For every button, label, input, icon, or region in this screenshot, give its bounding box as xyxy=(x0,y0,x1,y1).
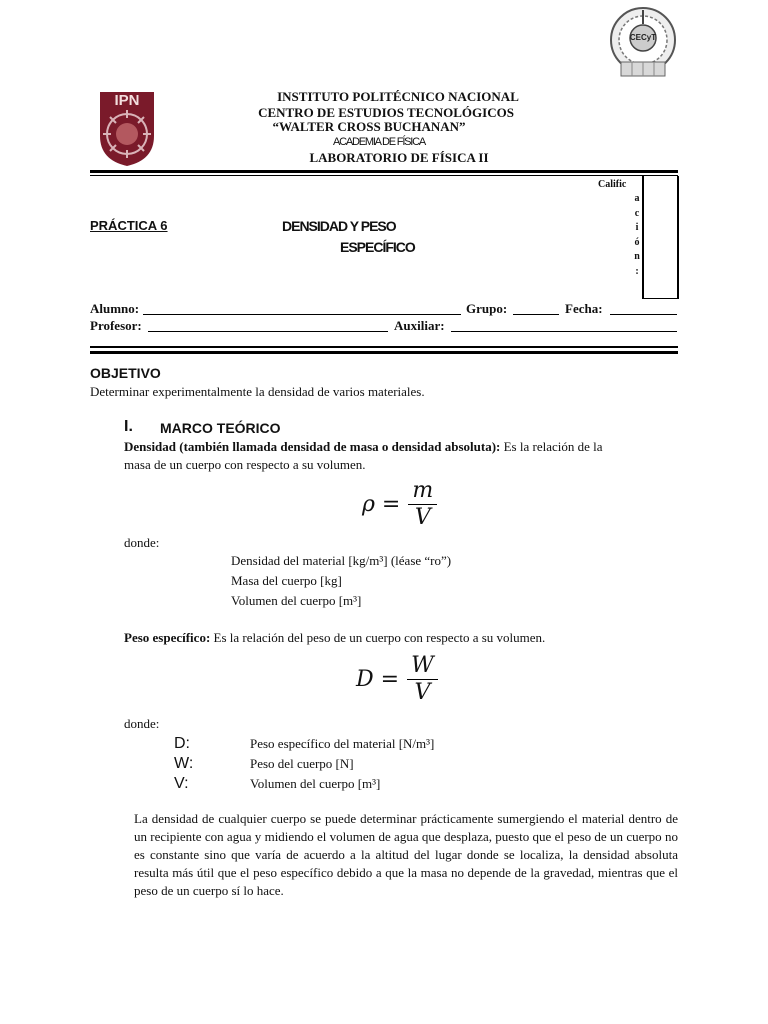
fecha-label: Fecha: xyxy=(565,301,603,316)
grade-box-bottom xyxy=(642,298,679,299)
densidad-term: Densidad (también llamada densidad de masa o densidad absoluta): xyxy=(124,439,501,454)
def-row-weight xyxy=(174,754,434,774)
top-rule xyxy=(90,170,678,173)
top-rule-thin xyxy=(90,175,678,176)
def-volume-2: Volumen del cuerpo [m³] xyxy=(250,776,381,791)
formula-density-fraction xyxy=(408,478,437,531)
formula-density-den: V xyxy=(414,505,431,530)
auxiliar-field[interactable] xyxy=(451,331,677,332)
practice-label: PRÁCTICA 6 xyxy=(90,218,168,233)
section-rule xyxy=(90,346,678,348)
sym-w: W: xyxy=(174,755,194,772)
auxiliar-label: Auxiliar: xyxy=(394,318,445,333)
def-row-specific-weight xyxy=(174,734,434,754)
profesor-field[interactable] xyxy=(148,331,388,332)
cecyt-logo-text: CECyT xyxy=(629,33,657,42)
practice-title-line1: DENSIDAD Y PESO xyxy=(282,218,396,234)
fecha-field[interactable] xyxy=(610,314,677,315)
def-volume: Volumen del cuerpo [m³] xyxy=(231,593,362,608)
objetivo-text: Determinar experimentalmente la densidad de varios materiales. xyxy=(90,384,425,399)
weight-definitions xyxy=(174,734,434,794)
cecyt-logo xyxy=(607,4,679,80)
institute-name: INSTITUTO POLITÉCNICO NACIONAL xyxy=(277,89,519,104)
grupo-label: Grupo: xyxy=(466,301,508,316)
formula-density xyxy=(362,478,437,531)
sym-d: D: xyxy=(174,735,190,752)
def-weight: Peso del cuerpo [N] xyxy=(250,756,354,771)
densidad-def-1: Es la relación de la xyxy=(500,439,603,454)
academy-name: ACADEMIA DE FÍSICA xyxy=(332,136,426,148)
explanation-paragraph: La densidad de cualquier cuerpo se puede determinar prácticamente sumergiendo el material dentro de un recipiente con agua y midiendo el volumen de agua que desplaza, puesto que el peso de un cuerpo no es constante sino que varía de acuerdo a la altitud del lugar donde se localiza, la densidad absoluta resulta más útil que el peso específico debido a que la masa no depende de la gravedad, mientras que el peso de un cuerpo sí lo hace. xyxy=(134,811,678,898)
school-name: “WALTER CROSS BUCHANAN” xyxy=(272,119,466,134)
densidad-def-2: masa de un cuerpo con respecto a su volumen. xyxy=(124,457,366,472)
section-rule-thick xyxy=(90,351,678,354)
densidad-definition xyxy=(124,438,680,456)
peso-def: Es la relación del peso de un cuerpo con respecto a su volumen. xyxy=(210,630,546,645)
alumno-field[interactable] xyxy=(143,314,461,315)
formula-weight xyxy=(356,653,438,706)
alumno-label: Alumno: xyxy=(90,301,140,316)
sym-v: V: xyxy=(174,775,189,792)
def-mass: Masa del cuerpo [kg] xyxy=(231,573,342,588)
formula-weight-num: W xyxy=(407,653,438,680)
formula-density-num: m xyxy=(408,478,437,505)
center-name: CENTRO DE ESTUDIOS TECNOLÓGICOS xyxy=(258,105,514,120)
density-definitions xyxy=(231,551,451,611)
formula-weight-lhs: D = xyxy=(356,667,400,692)
lab-name: LABORATORIO DE FÍSICA II xyxy=(309,150,489,165)
marco-numeral: I. xyxy=(124,418,133,435)
grade-box-right xyxy=(677,176,679,299)
def-density: Densidad del material [kg/m³] (léase “ro”) xyxy=(231,553,452,568)
formula-density-lhs: ρ = xyxy=(362,492,401,517)
practice-title-line2: ESPECÍFICO xyxy=(340,239,415,255)
donde-2: donde: xyxy=(124,716,160,731)
objetivo-heading: OBJETIVO xyxy=(90,365,161,381)
grupo-field[interactable] xyxy=(513,314,559,315)
grade-box-left xyxy=(642,176,644,299)
peso-term: Peso específico: xyxy=(124,630,211,645)
marco-heading: MARCO TEÓRICO xyxy=(160,420,281,436)
formula-weight-fraction xyxy=(407,653,438,706)
formula-weight-den: V xyxy=(414,680,431,705)
def-row-volume xyxy=(174,774,434,794)
grade-label-letters: a c i ó n : xyxy=(634,193,640,277)
donde-1: donde: xyxy=(124,535,160,550)
def-specific-weight: Peso específico del material [N/m³] xyxy=(250,736,435,751)
peso-definition xyxy=(124,629,545,647)
grade-label: Calific xyxy=(598,179,627,190)
profesor-label: Profesor: xyxy=(90,318,142,333)
ipn-logo-text: IPN xyxy=(114,92,140,109)
